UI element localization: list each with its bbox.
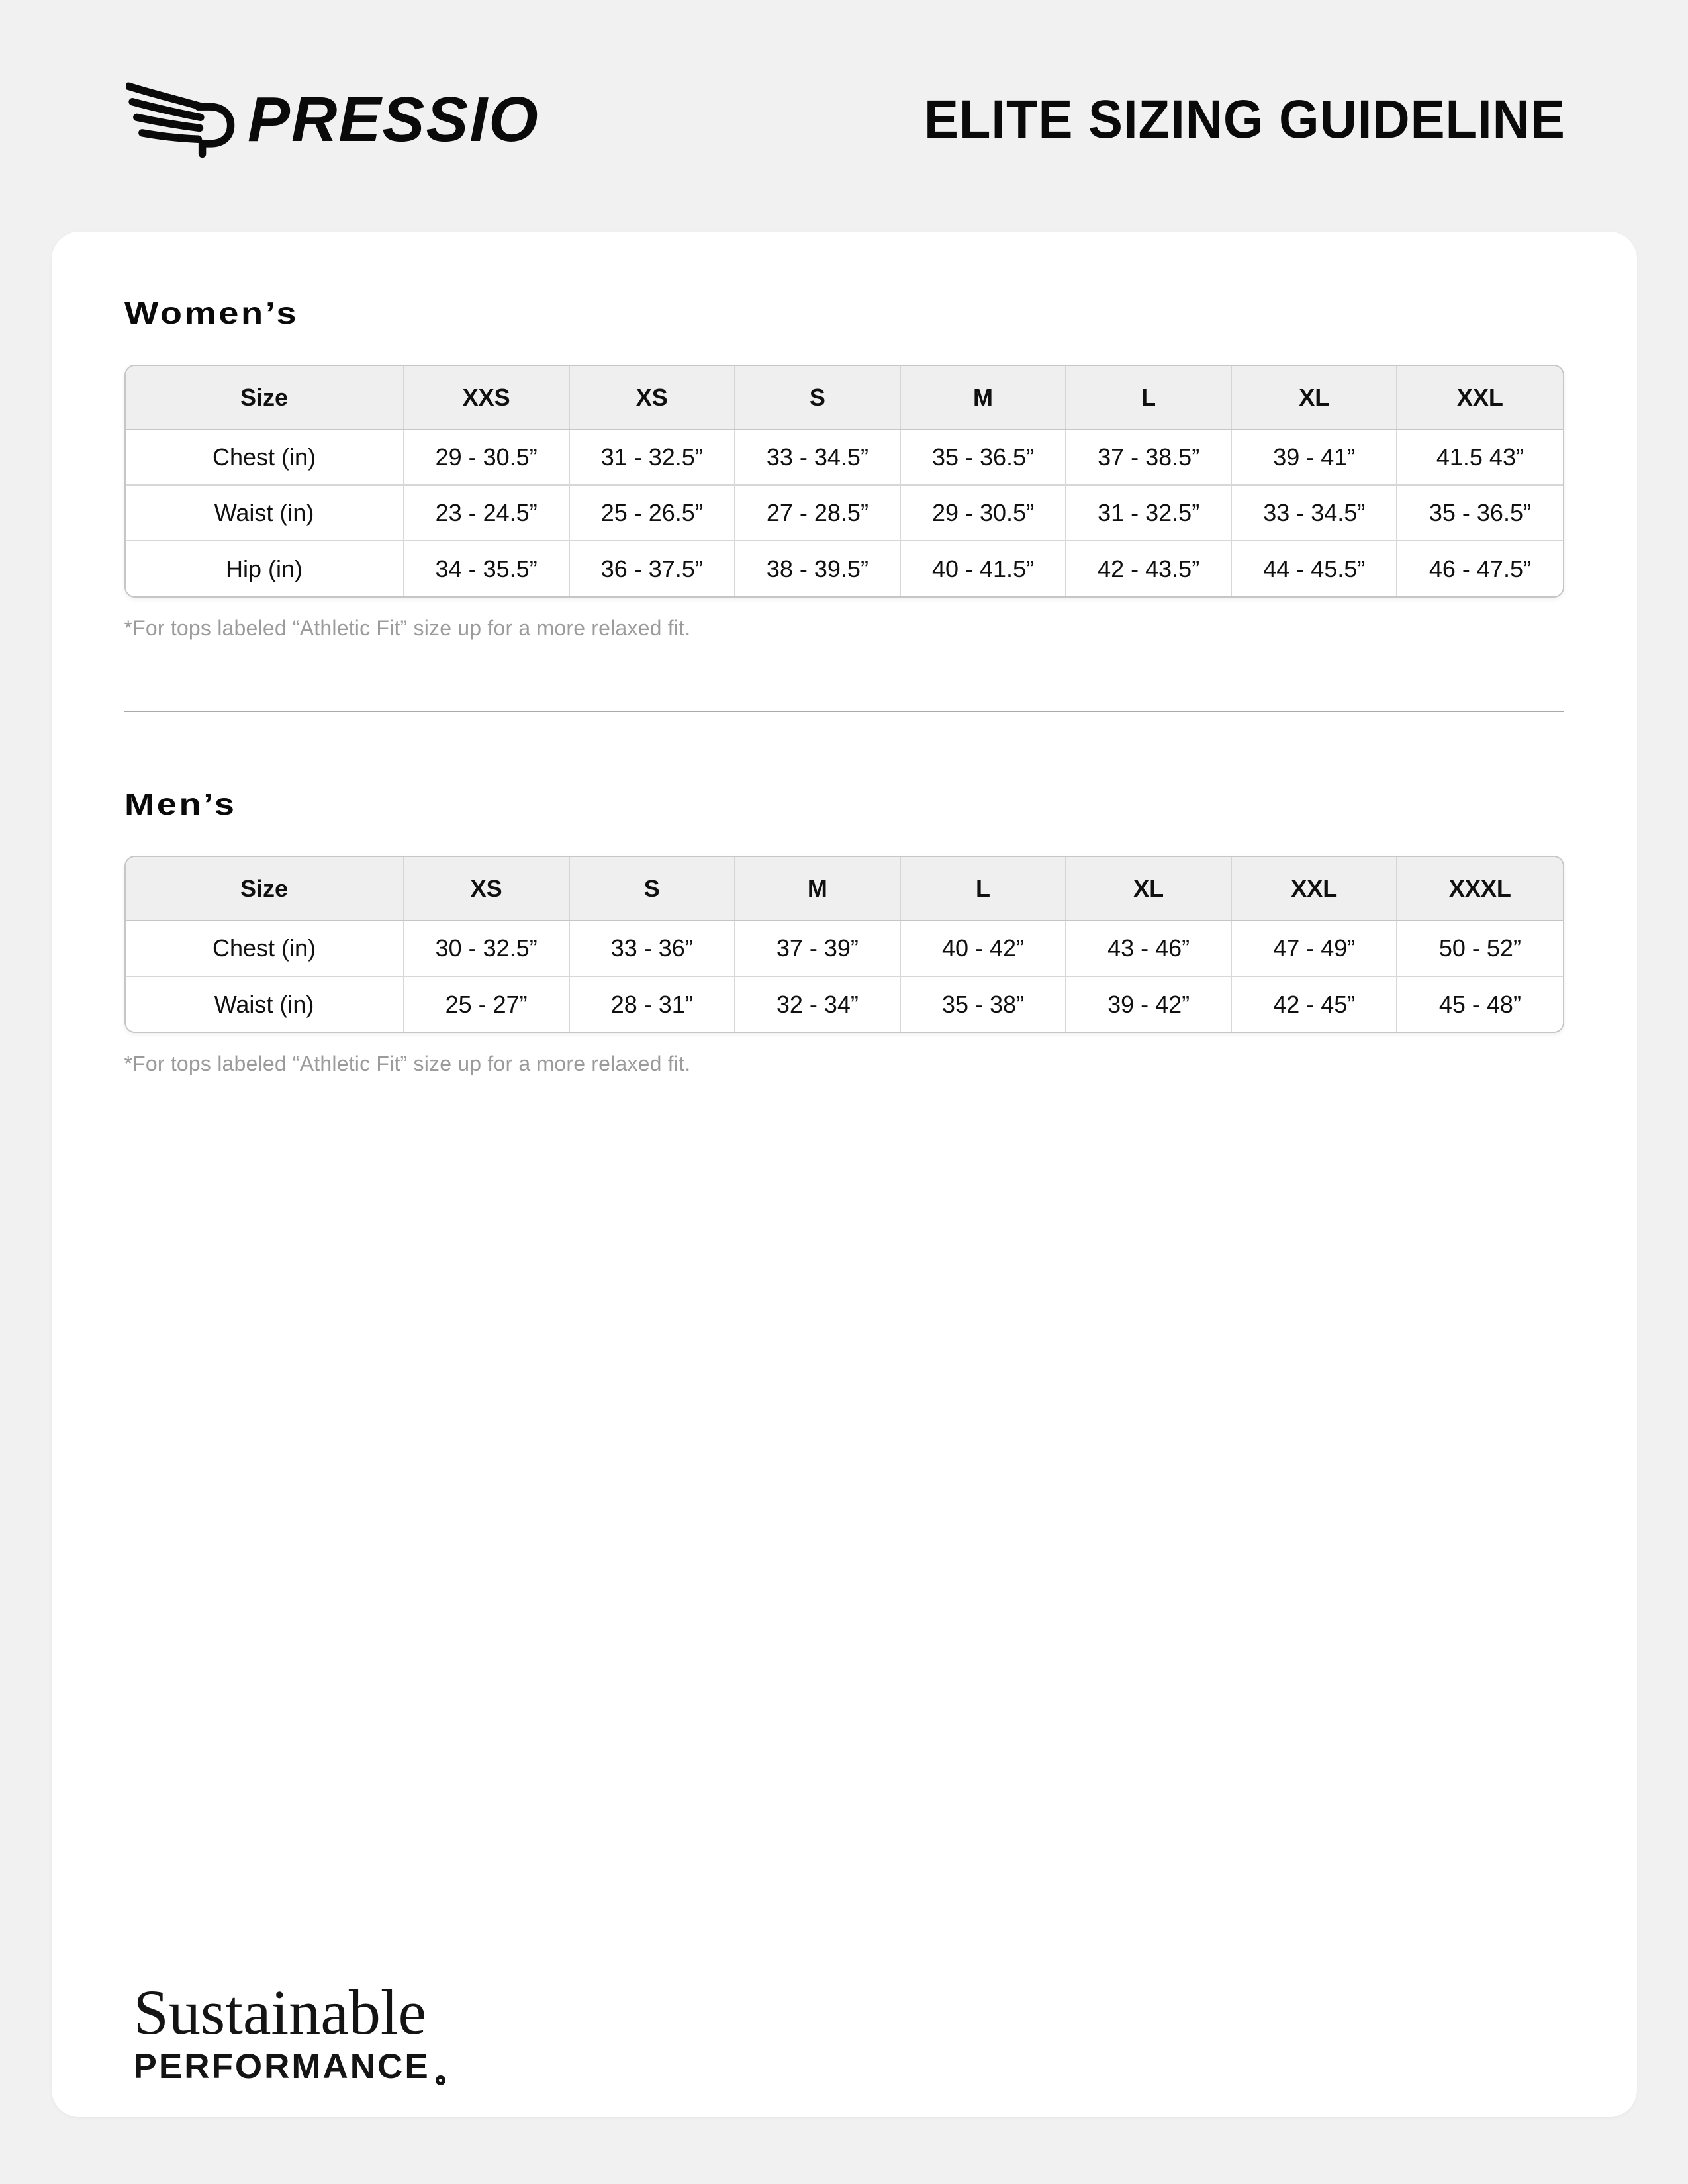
table-row [126,541,1563,596]
size-cell: 50 - 52” [1397,921,1562,976]
column-header: XS [569,366,735,430]
size-cell: 40 - 42” [900,921,1066,976]
column-header: Size [126,366,404,430]
size-cell: 31 - 32.5” [569,430,735,485]
size-cell: 30 - 32.5” [404,921,569,976]
size-cell: 28 - 31” [569,976,735,1032]
column-header: M [735,857,900,921]
mens-footnote: *For tops labeled “Athletic Fit” size up for a more relaxed fit. [124,1052,691,1076]
size-cell: 34 - 35.5” [404,541,569,596]
size-cell: 33 - 34.5” [735,430,900,485]
size-cell: 40 - 41.5” [900,541,1066,596]
row-label: Waist (in) [126,976,404,1032]
size-cell: 23 - 24.5” [404,485,569,541]
size-cell: 36 - 37.5” [569,541,735,596]
size-cell: 38 - 39.5” [735,541,900,596]
size-cell: 29 - 30.5” [900,485,1066,541]
table-row [126,430,1563,485]
size-table [126,366,1563,596]
size-cell: 27 - 28.5” [735,485,900,541]
size-cell: 41.5 43” [1397,430,1562,485]
column-header: L [1066,366,1231,430]
size-cell: 43 - 46” [1066,921,1231,976]
column-header: XXXL [1397,857,1562,921]
size-cell: 32 - 34” [735,976,900,1032]
size-cell: 37 - 38.5” [1066,430,1231,485]
section-heading-mens: Men’s [124,787,237,822]
row-label: Chest (in) [126,921,404,976]
footer-line1: Sustainable [133,1976,427,2048]
table-row [126,921,1563,976]
column-header: S [569,857,735,921]
size-cell: 44 - 45.5” [1231,541,1397,596]
column-header: S [735,366,900,430]
size-table [126,857,1563,1032]
ring-icon [436,2075,445,2085]
table-header-row [126,366,1563,430]
womens-footnote: *For tops labeled “Athletic Fit” size up for a more relaxed fit. [124,616,691,641]
size-cell: 46 - 47.5” [1397,541,1562,596]
column-header: XS [404,857,569,921]
column-header: L [900,857,1066,921]
size-cell: 45 - 48” [1397,976,1562,1032]
size-cell: 35 - 36.5” [1397,485,1562,541]
section-heading-womens: Women’s [124,296,299,330]
size-cell: 35 - 38” [900,976,1066,1032]
footer-wordmark [124,1976,1564,2087]
column-header: XL [1066,857,1231,921]
column-header: XXS [404,366,569,430]
size-cell: 35 - 36.5” [900,430,1066,485]
wing-icon [126,81,237,159]
table-row [126,485,1563,541]
column-header: Size [126,857,404,921]
size-cell: 29 - 30.5” [404,430,569,485]
womens-size-table [124,365,1564,598]
size-cell: 47 - 49” [1231,921,1397,976]
column-header: XXL [1231,857,1397,921]
size-cell: 33 - 36” [569,921,735,976]
table-header-row [126,857,1563,921]
row-label: Chest (in) [126,430,404,485]
row-label: Waist (in) [126,485,404,541]
brand-name: PRESSIO [248,84,539,155]
size-cell: 25 - 27” [404,976,569,1032]
content-card [52,232,1637,2117]
column-header: XXL [1397,366,1562,430]
mens-size-table [124,856,1564,1033]
row-label: Hip (in) [126,541,404,596]
table-row [126,976,1563,1032]
brand-logo [126,81,539,159]
header [126,0,1566,159]
size-cell: 39 - 41” [1231,430,1397,485]
column-header: XL [1231,366,1397,430]
column-header: M [900,366,1066,430]
size-cell: 33 - 34.5” [1231,485,1397,541]
footer-line2 [134,2046,1564,2087]
size-cell: 31 - 32.5” [1066,485,1231,541]
size-cell: 42 - 45” [1231,976,1397,1032]
footer-line2-text: PERFORMANCE [133,2047,430,2086]
size-cell: 42 - 43.5” [1066,541,1231,596]
page-title: ELITE SIZING GUIDELINE [924,89,1566,150]
section-divider [124,711,1564,712]
size-cell: 37 - 39” [735,921,900,976]
size-cell: 25 - 26.5” [569,485,735,541]
size-cell: 39 - 42” [1066,976,1231,1032]
